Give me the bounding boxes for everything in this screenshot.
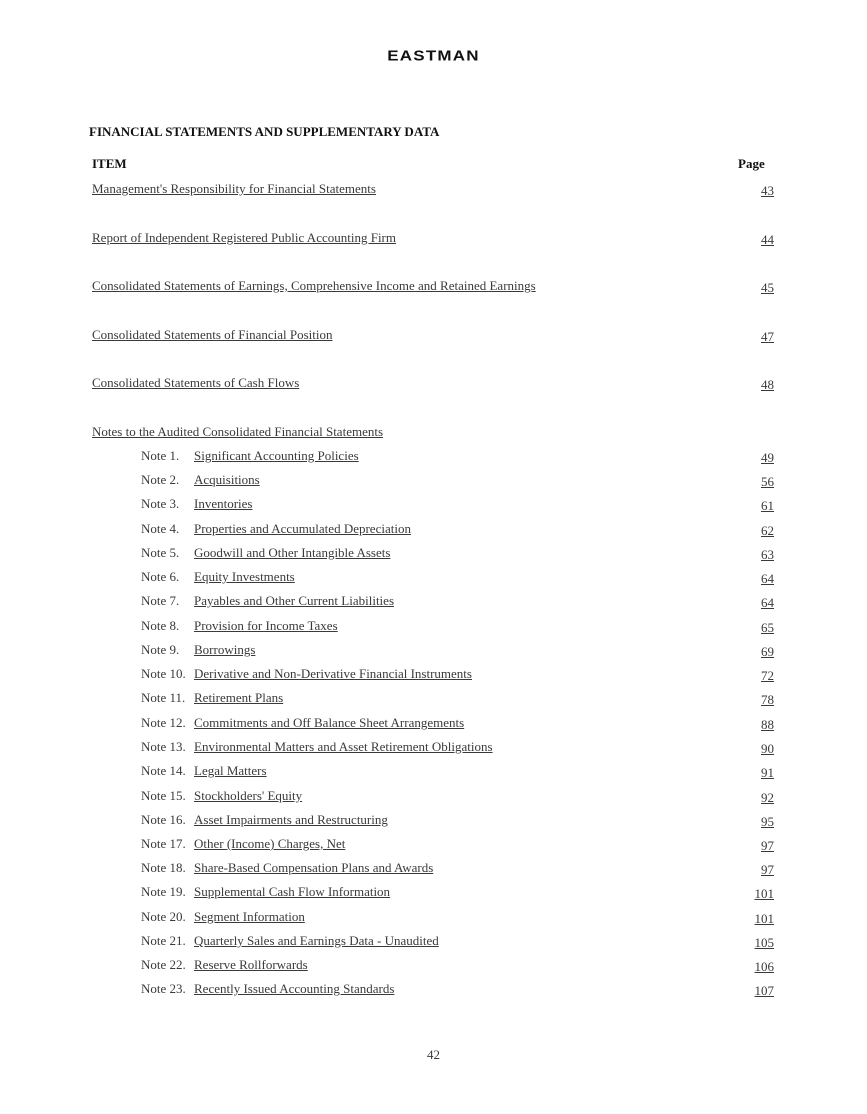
note-number: Note 14. — [141, 763, 186, 778]
note-number: Note 21. — [141, 933, 186, 948]
toc-page-link[interactable]: 63 — [761, 547, 774, 562]
note-number: Note 11. — [141, 690, 186, 705]
toc-note-link[interactable] — [141, 714, 464, 732]
note-title: Stockholders' Equity — [194, 788, 303, 803]
note-number: Note 9. — [141, 642, 180, 657]
note-title: Acquisitions — [194, 472, 260, 487]
note-title: Segment Information — [194, 909, 305, 924]
toc-note-link[interactable] — [141, 738, 493, 756]
toc-page-link[interactable]: 64 — [761, 595, 774, 610]
toc-note-link[interactable] — [141, 908, 305, 926]
toc-note-link[interactable] — [141, 787, 302, 805]
toc-link-cash-flows[interactable]: Consolidated Statements of Cash Flows — [92, 375, 300, 390]
note-number: Note 10. — [141, 666, 186, 681]
toc-note-row — [0, 859, 867, 877]
toc-page-link[interactable]: 101 — [754, 911, 774, 926]
note-title: Goodwill and Other Intangible Assets — [194, 545, 391, 560]
toc-page-link[interactable]: 44 — [761, 232, 774, 247]
toc-note-row — [0, 738, 867, 756]
page-number: 42 — [427, 1047, 440, 1062]
note-title: Payables and Other Current Liabilities — [194, 593, 395, 608]
toc-note-link[interactable] — [141, 762, 267, 780]
note-number: Note 1. — [141, 448, 180, 463]
note-number: Note 16. — [141, 812, 186, 827]
toc-page-link[interactable]: 105 — [754, 935, 774, 950]
note-number: Note 20. — [141, 909, 186, 924]
toc-note-row — [0, 932, 867, 950]
toc-link-statements-of-earnings[interactable]: Consolidated Statements of Earnings, Comprehensive Income and Retained Earnings — [92, 278, 536, 293]
toc-note-link[interactable] — [141, 835, 345, 853]
toc-page-link[interactable]: 106 — [754, 959, 774, 974]
toc-note-row — [0, 520, 867, 538]
toc-note-link[interactable] — [141, 859, 433, 877]
toc-page-link[interactable]: 72 — [761, 668, 774, 683]
toc-note-link[interactable] — [141, 520, 411, 538]
toc-note-link[interactable] — [141, 617, 338, 635]
toc-page-link[interactable]: 90 — [761, 741, 774, 756]
toc-page-link[interactable]: 49 — [761, 450, 774, 465]
note-title: Reserve Rollforwards — [194, 957, 308, 972]
section-title: FINANCIAL STATEMENTS AND SUPPLEMENTARY DATA — [89, 124, 440, 139]
toc-row — [0, 326, 867, 344]
note-title: Inventories — [194, 496, 253, 511]
toc-note-row — [0, 811, 867, 829]
note-number: Note 3. — [141, 496, 180, 511]
note-title: Legal Matters — [194, 763, 267, 778]
note-number: Note 22. — [141, 957, 186, 972]
toc-note-link[interactable] — [141, 495, 252, 513]
note-title: Borrowings — [194, 642, 256, 657]
note-title: Properties and Accumulated Depreciation — [194, 521, 411, 536]
note-number: Note 17. — [141, 836, 186, 851]
toc-note-link[interactable] — [141, 447, 359, 465]
toc-page-link[interactable]: 78 — [761, 692, 774, 707]
toc-page-link[interactable]: 47 — [761, 329, 774, 344]
note-title: Environmental Matters and Asset Retirement Obligations — [194, 739, 493, 754]
toc-note-row — [0, 908, 867, 926]
note-title: Supplemental Cash Flow Information — [194, 884, 391, 899]
toc-page-link[interactable]: 43 — [761, 183, 774, 198]
note-title: Other (Income) Charges, Net — [194, 836, 346, 851]
toc-page-link[interactable]: 69 — [761, 644, 774, 659]
note-number: Note 23. — [141, 981, 186, 996]
toc-note-link[interactable] — [141, 568, 295, 586]
toc-note-link[interactable] — [141, 689, 283, 707]
toc-page-link[interactable]: 64 — [761, 571, 774, 586]
note-title: Significant Accounting Policies — [194, 448, 359, 463]
toc-note-row — [0, 568, 867, 586]
note-number: Note 6. — [141, 569, 180, 584]
toc-note-link[interactable] — [141, 544, 390, 562]
note-number: Note 13. — [141, 739, 186, 754]
toc-note-row — [0, 447, 867, 465]
note-title: Asset Impairments and Restructuring — [194, 812, 388, 827]
toc-note-link[interactable] — [141, 471, 260, 489]
toc-note-row — [0, 617, 867, 635]
toc-note-row — [0, 641, 867, 659]
toc-row — [0, 277, 867, 295]
toc-note-row — [0, 956, 867, 974]
note-title: Recently Issued Accounting Standards — [194, 981, 395, 996]
note-title: Share-Based Compensation Plans and Awards — [194, 860, 434, 875]
toc-row — [0, 229, 867, 247]
toc-note-link[interactable] — [141, 641, 255, 659]
note-number: Note 8. — [141, 618, 180, 633]
toc-page-link[interactable]: 95 — [761, 814, 774, 829]
toc-link-auditor-report[interactable]: Report of Independent Registered Public Accounting Firm — [92, 230, 396, 245]
note-title: Retirement Plans — [194, 690, 284, 705]
toc-page-link[interactable]: 45 — [761, 280, 774, 295]
note-number: Note 19. — [141, 884, 186, 899]
toc-note-link[interactable] — [141, 956, 308, 974]
note-number: Note 15. — [141, 788, 186, 803]
toc-page-link[interactable]: 65 — [761, 620, 774, 635]
note-number: Note 12. — [141, 715, 186, 730]
toc-note-link[interactable] — [141, 980, 394, 998]
toc-page-link[interactable]: 88 — [761, 717, 774, 732]
toc-page-link[interactable]: 56 — [761, 474, 774, 489]
note-title: Provision for Income Taxes — [194, 618, 338, 633]
note-title: Derivative and Non-Derivative Financial Instruments — [194, 666, 472, 681]
note-title: Quarterly Sales and Earnings Data - Unaudited — [194, 933, 439, 948]
eastman-logo: EASTMAN — [387, 47, 480, 64]
toc-note-row — [0, 835, 867, 853]
toc-note-link[interactable] — [141, 932, 439, 950]
note-number: Note 5. — [141, 545, 180, 560]
toc-page-link[interactable]: 48 — [761, 377, 774, 392]
toc-note-row — [0, 689, 867, 707]
note-number: Note 18. — [141, 860, 186, 875]
toc-note-row — [0, 495, 867, 513]
toc-row — [0, 423, 867, 441]
toc-page-link[interactable]: 92 — [761, 790, 774, 805]
toc-page-link[interactable]: 61 — [761, 498, 774, 513]
toc-note-row — [0, 714, 867, 732]
toc-page-link[interactable]: 97 — [761, 862, 774, 877]
item-column-header: ITEM — [92, 156, 127, 171]
note-title: Equity Investments — [194, 569, 295, 584]
toc-note-link[interactable] — [141, 883, 390, 901]
note-number: Note 2. — [141, 472, 180, 487]
note-number: Note 4. — [141, 521, 180, 536]
toc-note-row — [0, 980, 867, 998]
page-column-header: Page — [738, 156, 765, 171]
toc-row — [0, 180, 867, 198]
toc-link-management-responsibility[interactable]: Management's Responsibility for Financial Statements — [92, 181, 376, 196]
note-title: Commitments and Off Balance Sheet Arrangements — [194, 715, 465, 730]
toc-note-row — [0, 665, 867, 683]
toc-note-row — [0, 787, 867, 805]
toc-page-link[interactable]: 107 — [754, 983, 774, 998]
note-number: Note 7. — [141, 593, 180, 608]
toc-note-link[interactable] — [141, 811, 388, 829]
toc-note-row — [0, 471, 867, 489]
toc-note-row — [0, 592, 867, 610]
toc-note-row — [0, 762, 867, 780]
toc-link-notes[interactable]: Notes to the Audited Consolidated Financial Statements — [92, 424, 384, 439]
toc-page-link[interactable]: 62 — [761, 523, 774, 538]
toc-row — [0, 374, 867, 392]
toc-note-link[interactable] — [141, 592, 394, 610]
toc-note-link[interactable] — [141, 665, 472, 683]
toc-note-row — [0, 883, 867, 901]
toc-page-link[interactable]: 101 — [754, 886, 774, 901]
toc-link-financial-position[interactable]: Consolidated Statements of Financial Position — [92, 327, 333, 342]
toc-page-link[interactable]: 97 — [761, 838, 774, 853]
toc-note-row — [0, 544, 867, 562]
toc-page-link[interactable]: 91 — [761, 765, 774, 780]
